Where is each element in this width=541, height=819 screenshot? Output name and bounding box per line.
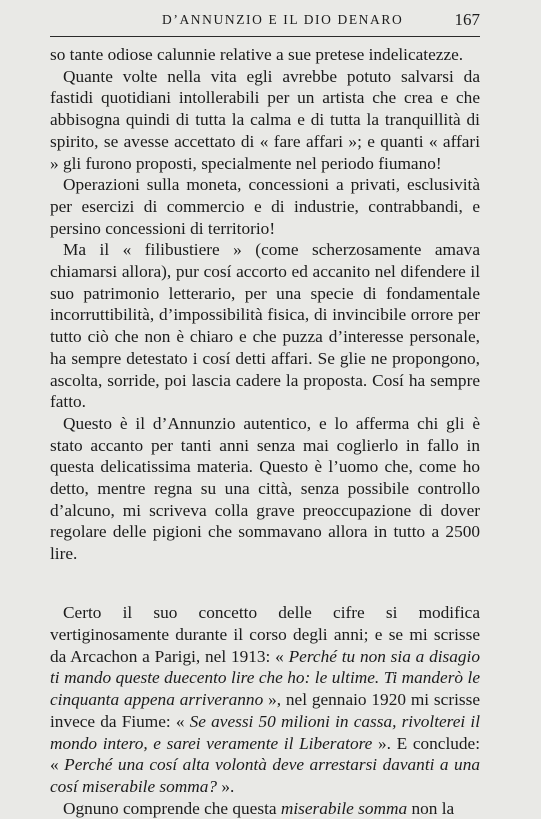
body-text [50,44,480,819]
paragraph-affari: Quante volte nella vita egli avrebbe potuto salvarsi da fastidi quotidiani intollerabili per un artista che crea e che abbisogna quindi di tutta la calma e di tutta la tranquillità di spirito, se avesse accettato di « fare affari »; e quanti « affari » gli furono proposti, specialmente nel periodo fiumano! [50,66,480,173]
quote-conclusion: Perché una cosí alta volontà deve arrestarsi davanti a una cosí miserabile somma? [50,755,480,796]
emphasis-miserabile-somma: miserabile somma [280,798,408,818]
paragraph-continuation: so tante odiose calunnie relative a sue pretese indelicatezze. [50,45,464,64]
paragraph-ognuno: Ognuno comprende che questa miserabile somma non la [63,798,455,818]
paragraph-filibustiere: Ma il « filibustiere » (come scherzosamente amava chiamarsi allora), pur cosí accorto ed accanito nel difendere il suo patrimonio letterario, per una specie di fondamentale incorruttibilità, d’impossibilità fisica, di invincibile orrore per tutto ciò che non è chiaro e che puzza d’interesse personale, ha sempre detestato i cosí detti affari. Se glie ne propongono, ascolta, sorride, poi lascia cadere la proposta. Cosí ha sempre fatto. [50,240,480,412]
running-title: D’ANNUNZIO E IL DIO DENARO [162,12,404,27]
page-number: 167 [454,10,480,29]
paragraph-autentico: Questo è il d’Annunzio autentico, e lo afferma chi gli è stato accanto per tanti anni senza mai coglierlo in fallo in questa delicatissima materia. Questo è l’uomo che, come ho detto, mentre regna su una città, senza possibile controllo d’alcuno, mi scriveva colla grave preoccupazione di dover regolare delle pigioni che sommavano allora in tutto a 2500 lire. [50,413,480,564]
page-header [50,8,480,37]
quote-fiume: Se avessi 50 milioni in cassa, rivolterei il mondo intero, e sarei veramente il Liberatore [50,711,480,753]
paragraph-cifre: Certo il suo concetto delle cifre si modifica vertiginosamente durante il corso degli anni; e se mi scrisse da Arcachon a Parigi, nel 1913: « Perché tu non sia a disagio ti mando queste duecento lire che ho: le ultime. Ti manderò le cinquanta appena arriveranno », nel gennaio 1920 mi scrisse invece da Fiume: « Se avessi 50 milioni in cassa, rivolterei il mondo intero, e sarei veramente il Liberatore ». E conclude: « Perché una cosí alta volontà deve arrestarsi davanti a una cosí miserabile somma? ». [50,603,481,796]
paragraph-operazioni: Operazioni sulla moneta, concessioni a privati, esclusività per esercizi di commercio e di industrie, contrabbandi, e persino concessioni di territorio! [50,175,480,238]
section-break [50,565,480,603]
quote-arcachon: Perché tu non sia a disagio ti mando queste duecento lire che ho: le ultime. Ti manderò le cinquanta appena arriveranno [50,646,480,710]
